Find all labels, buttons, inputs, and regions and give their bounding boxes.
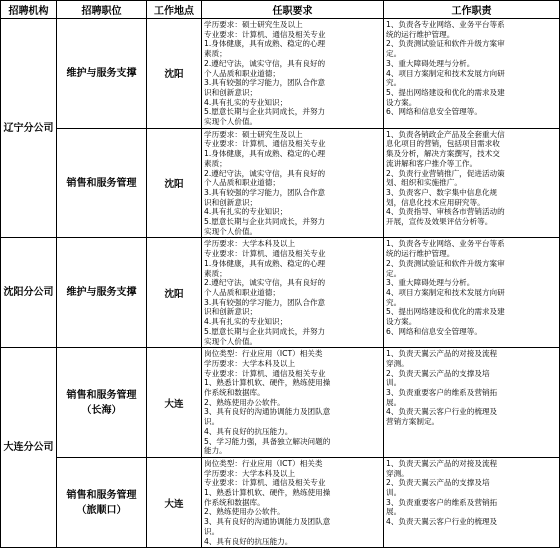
requirement-line: 4.具有扎实的专业知识； [204, 207, 288, 217]
duty-line: 营销方案制定。 [386, 417, 440, 427]
requirements-cell [202, 348, 384, 458]
duty-line: 究。 [386, 78, 402, 88]
requirements-cell [202, 128, 384, 238]
duty-line: 划、组织和实施推广。 [386, 178, 462, 188]
location-cell: 沈阳 [147, 19, 202, 129]
requirement-line: 学历要求：硕士研究生及以上 [204, 129, 303, 139]
requirement-line: 学历要求：大学本科及以上 [204, 468, 296, 478]
requirements-cell [202, 238, 384, 348]
duty-line: 4、负责天翼云客户行业的梳理及 [386, 517, 498, 527]
requirement-line: 能力。 [204, 446, 227, 456]
duty-line: 开展，宣传及效果评估分析等。 [386, 217, 493, 227]
requirement-line: 3、具有良好的沟通协调能力及团队意 [204, 407, 331, 417]
duty-line: 3、负责客户、数字集中信息化规 [386, 187, 498, 197]
duty-line: 4、项目方案制定和技术发展方向研 [386, 287, 505, 297]
requirement-line: 作系统和数据库。 [204, 388, 265, 398]
duty-line: 2、负责天翼云产品的支撑及培 [386, 478, 490, 488]
requirement-line: 识和创新意识； [204, 307, 258, 317]
header-duties: 工作职责 [384, 1, 560, 19]
requirement-line: 实现个人价值。 [204, 336, 258, 346]
duties-cell [384, 348, 560, 458]
duty-line: 穿测。 [386, 358, 409, 368]
requirement-line: 作系统和数据库。 [204, 497, 265, 507]
duty-line: 展。 [386, 397, 402, 407]
duty-line: 4、负责指导、审核各市营销活动的 [386, 207, 505, 217]
position-cell: 销售和服务管理（长海） [57, 348, 147, 458]
requirement-line: 专业要求：计算机、通信及相关专业 [204, 29, 326, 39]
requirement-line: 4、具有良好的抗压能力。 [204, 426, 293, 436]
requirement-line: 1.身体健康，具有成熟、稳定的心理 [204, 258, 326, 268]
requirement-line: 5.愿意长期与企业共同成长，并努力 [204, 107, 326, 117]
requirement-line: 岗位类型：行业应用（ICT）相关类 [204, 458, 323, 468]
requirement-line: 2.遵纪守法，诚实守信，具有良好的 [204, 278, 326, 288]
duty-line: 设方案。 [386, 97, 417, 107]
duty-line: 1、负责天翼云产品的对接及流程 [386, 458, 498, 468]
requirement-line: 素质； [204, 49, 227, 59]
duty-line: 流讲解和客户推介等工作。 [386, 158, 478, 168]
header-position: 招聘职位 [57, 1, 147, 19]
requirement-line: 5、学习能力强，具备独立解决问题的 [204, 436, 331, 446]
org-cell: 沈阳分公司 [1, 238, 57, 348]
requirement-line: 素质； [204, 158, 227, 168]
table-row [1, 238, 560, 348]
requirement-line: 3.具有较强的学习能力，团队合作意 [204, 78, 326, 88]
requirements-cell [202, 19, 384, 129]
requirement-line: 实现个人价值。 [204, 117, 258, 127]
requirements-cell [202, 457, 384, 547]
requirement-line: 学历要求：硕士研究生及以上 [204, 20, 303, 29]
requirement-line: 2、熟练使用办公软件。 [204, 507, 285, 517]
duty-line: 1、负责各专业网络、业务平台等系 [386, 20, 505, 29]
duty-line: 2、负责测试验证和软件升级方案审 [386, 258, 505, 268]
table-row [1, 457, 560, 547]
location-cell: 大连 [147, 348, 202, 458]
header-requirements: 任职要求 [202, 1, 384, 19]
duty-line: 设方案。 [386, 317, 417, 327]
table-header-row [1, 1, 560, 19]
position-cell: 维护与服务支撑 [57, 238, 147, 348]
duty-line: 展。 [386, 507, 402, 517]
location-cell: 沈阳 [147, 128, 202, 238]
requirement-line: 识。 [204, 417, 220, 427]
requirement-line: 4、具有良好的抗压能力。 [204, 536, 293, 546]
requirement-line: 素质； [204, 268, 227, 278]
duty-line: 穿测。 [386, 468, 409, 478]
requirement-line: 学历要求：大学本科及以上 [204, 358, 296, 368]
position-cell: 维护与服务支撑 [57, 19, 147, 129]
duty-line: 3、重大障碍处理与分析。 [386, 58, 475, 68]
table-row [1, 128, 560, 238]
requirement-line: 学历要求：大学本科及以上 [204, 239, 296, 249]
duty-line: 训。 [386, 488, 402, 498]
requirement-line: 专业要求：计算机、通信及相关专业 [204, 368, 326, 378]
header-org: 招聘机构 [1, 1, 57, 19]
duty-line: 1、负责天翼云产品的对接及流程 [386, 349, 498, 359]
requirement-line: 识。 [204, 526, 220, 536]
position-cell: 销售和服务管理（旅顺口） [57, 457, 147, 547]
duty-line: 定。 [386, 49, 402, 59]
duty-line: 4、负责天翼云客户行业的梳理及 [386, 407, 498, 417]
requirement-line: 岗位类型：行业应用（ICT）相关类 [204, 349, 323, 359]
duty-line: 2、负责行业营销推广，促进活动策 [386, 168, 505, 178]
duty-line: 划，信息化技术应用研究等。 [386, 197, 485, 207]
requirement-line: 个人品质和职业道德； [204, 178, 280, 188]
duty-line: 息化项目的营销，包括项目需求收 [386, 139, 500, 149]
requirement-line: 4.具有扎实的专业知识； [204, 317, 288, 327]
requirement-line: 3.具有较强的学习能力，团队合作意 [204, 297, 326, 307]
org-cell: 大连分公司 [1, 348, 57, 548]
duty-line: 5、提出网络建设和优化的需求及建 [386, 307, 505, 317]
requirement-line: 专业要求：计算机、通信及相关专业 [204, 478, 326, 488]
requirement-line: 1.身体健康，具有成熟、稳定的心理 [204, 149, 326, 159]
requirement-line: 实现个人价值。 [204, 226, 258, 236]
duty-line: 究。 [386, 297, 402, 307]
org-cell: 辽宁分公司 [1, 19, 57, 238]
requirement-line: 5.愿意长期与企业共同成长，并努力 [204, 326, 326, 336]
location-cell: 沈阳 [147, 238, 202, 348]
duties-cell [384, 238, 560, 348]
requirement-line: 识和创新意识； [204, 87, 258, 97]
requirement-line: 个人品质和职业道德； [204, 68, 280, 78]
duty-line: 1、负责各销政企产品及全套重大信 [386, 129, 505, 139]
table-body [1, 19, 560, 548]
duty-line: 3、重大障碍处理与分析。 [386, 278, 475, 288]
duty-line: 5、提出网络建设和优化的需求及建 [386, 87, 505, 97]
duties-cell [384, 128, 560, 238]
duty-line: 2、负责测试验证和软件升级方案审 [386, 39, 505, 49]
duty-line: 训。 [386, 378, 402, 388]
duty-line: 3、负责重要客户的维系及营销拓 [386, 497, 498, 507]
duties-cell [384, 19, 560, 129]
requirement-line: 专业要求：计算机、通信及相关专业 [204, 249, 326, 259]
requirement-line: 个人品质和职业道德； [204, 287, 280, 297]
requirement-line: 4.具有扎实的专业知识； [204, 97, 288, 107]
table-row [1, 19, 560, 129]
duty-line: 2、负责天翼云产品的支撑及培 [386, 368, 490, 378]
duties-cell [384, 457, 560, 547]
requirement-line: 3.具有较强的学习能力，团队合作意 [204, 187, 326, 197]
requirement-line: 1、熟悉计算机软、硬件，熟练使用操 [204, 378, 331, 388]
duty-line: 集及分析，解决方案撰写，技术交 [386, 149, 500, 159]
duty-line: 定。 [386, 268, 402, 278]
duty-line: 3、负责重要客户的维系及营销拓 [386, 388, 498, 398]
requirement-line: 3、具有良好的沟通协调能力及团队意 [204, 517, 331, 527]
location-cell: 大连 [147, 457, 202, 547]
requirement-line: 专业要求：计算机、通信及相关专业 [204, 139, 326, 149]
requirement-line: 5.愿意长期与企业共同成长，并努力 [204, 217, 326, 227]
duty-line: 4、项目方案制定和技术发展方向研 [386, 68, 505, 78]
requirement-line: 2.遵纪守法，诚实守信，具有良好的 [204, 168, 326, 178]
duty-line: 统的运行维护管理。 [386, 249, 455, 259]
requirement-line: 1、熟悉计算机软、硬件，熟练使用操 [204, 488, 331, 498]
table-row [1, 348, 560, 458]
requirement-line: 2、熟练使用办公软件。 [204, 397, 285, 407]
requirement-line: 1.身体健康，具有成熟、稳定的心理 [204, 39, 326, 49]
duty-line: 6、网络和信息安全管理等。 [386, 326, 482, 336]
duty-line: 1、负责各专业网络、业务平台等系 [386, 239, 505, 249]
duty-line: 统的运行维护管理。 [386, 29, 455, 39]
header-location: 工作地点 [147, 1, 202, 19]
duty-line: 6、网络和信息安全管理等。 [386, 107, 482, 117]
position-cell: 销售和服务管理 [57, 128, 147, 238]
requirement-line: 识和创新意识； [204, 197, 258, 207]
requirement-line: 2.遵纪守法，诚实守信，具有良好的 [204, 58, 326, 68]
